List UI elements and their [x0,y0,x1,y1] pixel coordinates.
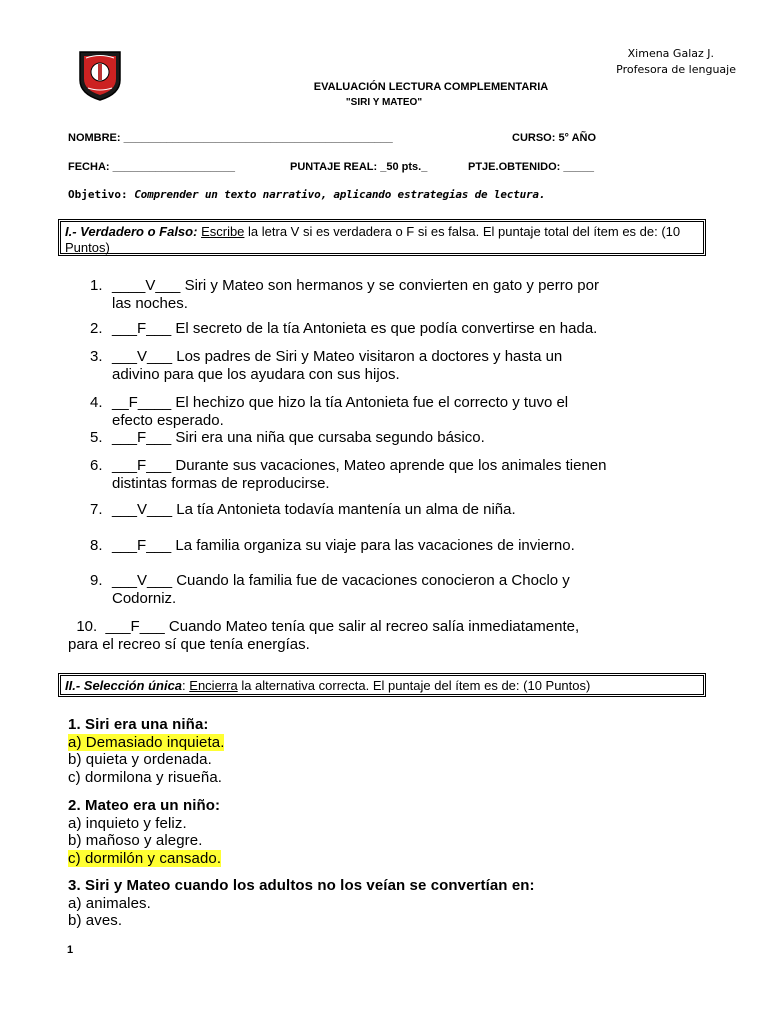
teacher-role: Profesora de lenguaje [616,63,736,76]
section2-action: Encierra [189,678,238,693]
section1-instructions [58,219,706,256]
field-nombre: NOMBRE: ____________________________________________ [68,132,393,144]
teacher-name: Ximena Galaz J. [627,47,714,60]
teacher-info [616,46,736,78]
field-puntaje-real: PUNTAJE REAL: _50 pts._ [290,161,428,173]
mc-question-3: 3. Siri y Mateo cuando los adultos no los veían se convertían en: a) animales. b) aves. [68,877,535,929]
objective-text: Comprender un texto narrativo, aplicando estrategias de lectura. [134,188,546,201]
tf-item-10: 10. ___F___ Cuando Mateo tenía que salir al recreo salía inmediatamente, para el recreo sí que tenía energías. [68,618,580,653]
objective-label: Objetivo: [68,188,128,201]
field-fecha: FECHA: ____________________ [68,161,235,173]
document-title: EVALUACIÓN LECTURA COMPLEMENTARIA [313,81,549,93]
section2-label: II.- Selección única [65,678,183,693]
section1-label: I.- Verdadero o Falso: [65,224,198,239]
school-logo [78,50,122,102]
page-number: 1 [67,944,74,956]
mc-question-1: 1. Siri era una niña: a) Demasiado inquieta. b) quieta y ordenada. c) dormilona y risueña. [68,716,225,786]
mc-option-highlighted: c) dormilón y cansado. [68,849,222,867]
mc-question-2: 2. Mateo era un niño: a) inquieto y feliz. b) mañoso y alegre. c) dormilón y cansado. [68,797,222,867]
mc-option-highlighted: a) Demasiado inquieta. [68,733,225,751]
section1-instruction: la letra V si es verdadera o F si es falsa. El puntaje total del ítem es de: (10 Puntos) [65,224,681,255]
field-ptje-obtenido: PTJE.OBTENIDO: _____ [468,161,594,173]
objective [68,188,545,201]
document-subtitle: "SIRI Y MATEO" [345,97,423,108]
section2-instruction: la alternativa correcta. El puntaje del ítem es de: (10 Puntos) [237,678,591,693]
field-curso: CURSO: 5° AÑO [512,132,597,144]
section1-action: Escribe [201,224,245,239]
section2-instructions: II.- Selección única: Encierra la alternativa correcta. El puntaje del ítem es de: (10 Puntos) [58,673,706,697]
